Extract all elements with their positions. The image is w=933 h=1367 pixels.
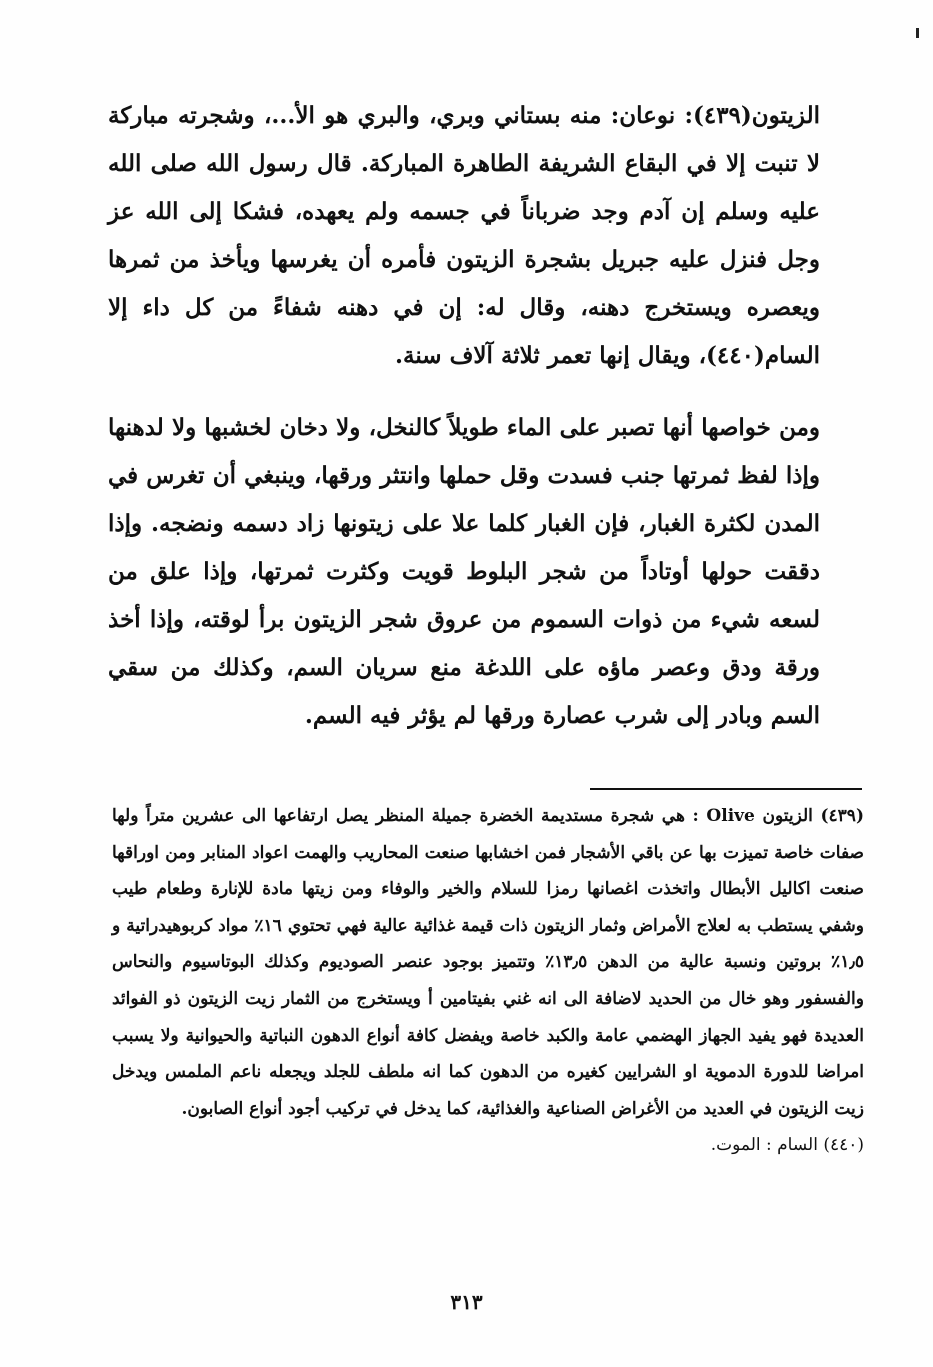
footnote-439: (٤٣٩) الزيتون Olive : هي شجرة مستديمة الخضرة جميلة المنظر يصل ارتفاعها الى عشرين متراً ولها صفات خاصة تميزت بها عن باقي الأشجار فمن اخشابها صنعت المحاريب والهمت اعواد المنابر ومن اوراقها صنعت اكاليل الأبطال واتخذت اغصانها رمزا للسلام والخير والوفاء ومن زيتها مادة للإنارة وطعام طيب وشفي يستطب به لعلاج الأمراض وثمار الزيتون ذات قيمة غذائية عالية فهي تحتوي ١٦٪ مواد كربوهيدراتية و ١٫٥٪ بروتين ونسبة عالية من الدهن ١٣٫٥٪ وتتميز بوجود عنصر الصوديوم وكذلك البوتاسيوم والنحاس والفسفور وهو خال من الحديد لاضافة الى انه غني بفيتامين أ ويستخرج من الثمار زيت الزيتون ذو الفوائد العديدة فهو يفيد الجهاز الهضمي عامة والكبد خاصة ويفضل كافة أنواع الدهون النباتية والحيوانية ولا يسبب امراضا للدورة الدموية او الشرايين كغيره من الدهون كما انه ملطف للجلد ويجعله ناعم الملمس ويدخل زيت الزيتون في العديد من الأغراض الصناعية والغذائية، كما يدخل في تركيب أجود أنواع الصابون. (112, 806, 864, 1119)
paragraph-olive-intro: الزيتون(٤٣٩): نوعان: منه بستاني وبري، والبري هو الأ...، وشجرته مباركة لا تنبت إلا في البقاع الشريفة الطاهرة المباركة. قال رسول الله صلى الله عليه وسلم إن آدم وجد ضرباناً في جسمه ولم يعهده، فشكا إلى الله عز وجل فنزل عليه جبريل بشجرة الزيتون فأمره أن يغرسها ويأخذ من ثمرها ويعصره ويستخرج دهنه، وقال له: إن في دهنه شفاءً من كل داء إلا السام(٤٤٠)، ويقال إنها تعمر ثلاثة آلاف سنة. (108, 102, 820, 369)
footnote-separator (590, 788, 862, 790)
footnote-440: (٤٤٠) السام : الموت. (710, 1135, 864, 1156)
scan-mark (916, 28, 919, 38)
page-number: ٣١٣ (450, 1290, 483, 1314)
paragraph-olive-properties: ومن خواصها أنها تصبر على الماء طويلاً كالنخل، ولا دخان لخشبها ولا لدهنها وإذا لفظ ثمرتها جنب فسدت وقل حملها وانتثر ورقها، وينبغي أن تغرس في المدن لكثرة الغبار، فإن الغبار كلما علا على زيتونها زاد دسمه ونضجه. وإذا دققت حولها أوتاداً من شجر البلوط قويت وكثرت ثمرتها، وإذا علق من لسعه شيء من ذوات السموم من عروق شجر الزيتون برأ لوقته، وإذا أخذ ورقة ودق وعصر ماؤه على اللدغة منع سريان السم، وكذلك من سقي السم وبادر إلى شرب عصارة ورقها لم يؤثر فيه السم. (108, 414, 820, 729)
main-text (108, 92, 820, 740)
footnotes (112, 798, 864, 1164)
